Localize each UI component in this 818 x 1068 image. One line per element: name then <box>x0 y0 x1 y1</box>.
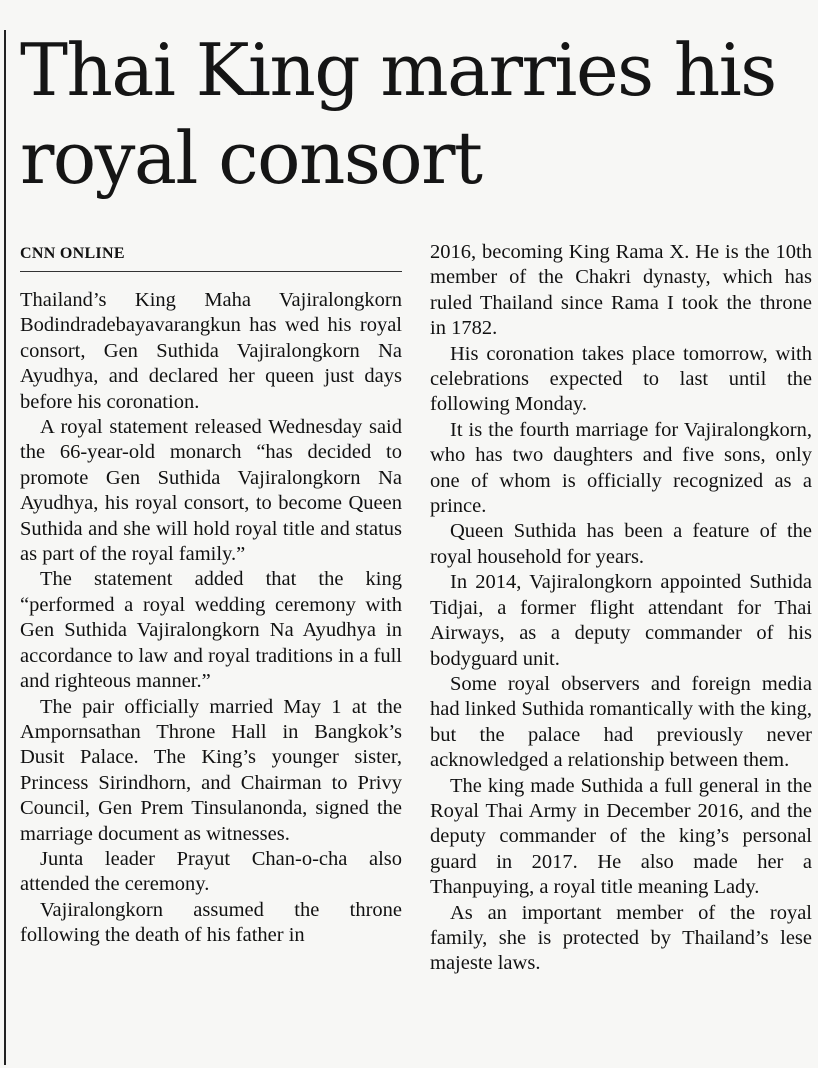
paragraph: The pair officially married May 1 at the Ampornsathan Throne Hall in Bangkok’s Dusit Palace. The King’s younger sister, Princess Sirindhorn, and Chairman to Privy Council, Gen Prem Tinsulanonda, signed the marriage document as witnesses. <box>20 695 402 845</box>
byline: CNN ONLINE <box>20 245 125 262</box>
paragraph-continuation: 2016, becoming King Rama X. He is the 10th member of the Chakri dynasty, which has ruled Thailand since Rama I took the throne in 1782. <box>430 241 812 340</box>
paragraph: Junta leader Prayut Chan-o-cha also attended the ceremony. <box>20 847 402 896</box>
paragraph: It is the fourth marriage for Vajiralongkorn, who has two daughters and five sons, only one of whom is officially recognized as a prince. <box>430 418 812 518</box>
article-column-1 <box>20 288 402 949</box>
article-column-2 <box>430 240 812 977</box>
paragraph: The statement added that the king “performed a royal wedding ceremony with Gen Suthida Vajiralongkorn Na Ayudhya in accordance to law and royal traditions in a full and righteous manner.” <box>20 568 402 693</box>
byline-rule <box>20 271 402 272</box>
paragraph: The king made Suthida a full general in the Royal Thai Army in December 2016, and the deputy commander of the king’s personal guard in 2017. He also made her a Thanpuying, a royal title meaning Lady. <box>430 774 812 899</box>
paragraph: Queen Suthida has been a feature of the royal household for years. <box>430 520 812 568</box>
paragraph: As an important member of the royal family, she is protected by Thailand’s lese majeste laws. <box>430 901 812 975</box>
paragraph: A royal statement released Wednesday said the 66-year-old monarch “has decided to promote Gen Suthida Vajiralongkorn Na Ayudhya, his royal consort, to become Queen Suthida and she will hold royal title and status as part of the royal family.” <box>20 416 402 566</box>
headline: Thai King marries his royal consort <box>20 28 776 200</box>
paragraph: Vajiralongkorn assumed the throne following the death of his father in <box>20 898 402 947</box>
paragraph: Some royal observers and foreign media had linked Suthida romantically with the king, but the palace had previously never acknowledged a relationship between them. <box>430 672 812 772</box>
left-column-rule <box>4 30 6 1065</box>
paragraph: His coronation takes place tomorrow, with celebrations expected to last until the following Monday. <box>430 342 812 416</box>
paragraph: In 2014, Vajiralongkorn appointed Suthida Tidjai, a former flight attendant for Thai Airways, as a deputy commander of his bodyguard unit. <box>430 571 812 670</box>
paragraph: Thailand’s King Maha Vajiralongkorn Bodindradebayavarangkun has wed his royal consort, Gen Suthida Vajiralongkorn Na Ayudhya, and declared her queen just days before his coronation. <box>20 289 402 413</box>
